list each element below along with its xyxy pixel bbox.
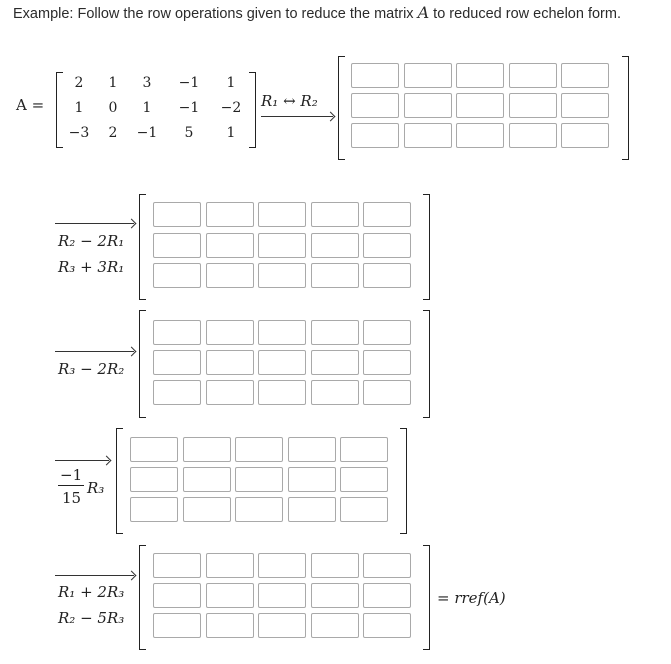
step5-right-bracket	[423, 545, 430, 650]
step1-right-bracket	[622, 56, 629, 160]
step1-entry-input[interactable]	[561, 123, 609, 148]
step4-entry-input[interactable]	[235, 437, 283, 462]
step2-entry-input[interactable]	[206, 263, 254, 288]
step2-entry-input[interactable]	[153, 263, 201, 288]
step4-entry-input[interactable]	[288, 497, 336, 522]
step3-right-bracket	[423, 310, 430, 418]
step4-entry-input[interactable]	[183, 497, 231, 522]
step3-entry-input[interactable]	[363, 380, 411, 405]
step1-entry-input[interactable]	[404, 63, 452, 88]
matrix-a-entry: 1	[226, 75, 236, 91]
step5-entry-input[interactable]	[153, 553, 201, 578]
step4-entry-input[interactable]	[130, 437, 178, 462]
step4-entry-input[interactable]	[340, 497, 388, 522]
step5-entry-input[interactable]	[153, 613, 201, 638]
step2-entry-input[interactable]	[153, 233, 201, 258]
step3-entry-input[interactable]	[153, 350, 201, 375]
step2-entry-input[interactable]	[363, 233, 411, 258]
step4-entry-input[interactable]	[235, 497, 283, 522]
step1-entry-input[interactable]	[509, 63, 557, 88]
matrix-a-entry: −1	[136, 125, 158, 141]
step3-arrow	[55, 351, 134, 352]
matrix-a-entry: 2	[74, 75, 84, 91]
step2-entry-input[interactable]	[153, 202, 201, 227]
step5-entry-input[interactable]	[311, 583, 359, 608]
step3-entry-input[interactable]	[153, 320, 201, 345]
rref-label: = rref(A)	[437, 589, 506, 607]
step3-entry-input[interactable]	[363, 350, 411, 375]
matrix-a-entry: 1	[74, 100, 84, 116]
step2-op-1: R₂ − 2R₁	[58, 232, 125, 250]
step4-frac-numerator: −1	[60, 466, 83, 484]
step5-entry-input[interactable]	[206, 583, 254, 608]
step5-entry-input[interactable]	[153, 583, 201, 608]
step4-op: R₃	[87, 479, 105, 497]
step3-entry-input[interactable]	[258, 380, 306, 405]
step1-entry-input[interactable]	[456, 123, 504, 148]
step3-entry-input[interactable]	[311, 320, 359, 345]
step2-entry-input[interactable]	[311, 233, 359, 258]
step2-entry-input[interactable]	[363, 263, 411, 288]
step2-entry-input[interactable]	[311, 202, 359, 227]
matrix-a-entry: −2	[220, 100, 242, 116]
step4-entry-input[interactable]	[183, 467, 231, 492]
step3-left-bracket	[139, 310, 146, 418]
step1-entry-input[interactable]	[404, 123, 452, 148]
step5-entry-input[interactable]	[311, 553, 359, 578]
matrix-a-entry: 2	[108, 125, 118, 141]
step3-entry-input[interactable]	[363, 320, 411, 345]
step3-entry-input[interactable]	[206, 380, 254, 405]
step5-left-bracket	[139, 545, 146, 650]
step4-entry-input[interactable]	[235, 467, 283, 492]
step4-left-bracket	[116, 428, 123, 534]
step4-entry-input[interactable]	[288, 467, 336, 492]
step3-op: R₃ − 2R₂	[58, 360, 125, 378]
step5-entry-input[interactable]	[258, 583, 306, 608]
step4-right-bracket	[400, 428, 407, 534]
step1-entry-input[interactable]	[456, 63, 504, 88]
matrix-a-entry: 5	[184, 125, 194, 141]
matrix-label: A =	[16, 96, 45, 114]
step1-entry-input[interactable]	[509, 93, 557, 118]
step5-entry-input[interactable]	[311, 613, 359, 638]
step1-arrow	[261, 116, 333, 117]
step5-op-1: R₁ + 2R₃	[58, 583, 125, 601]
matrix-a-right-bracket	[249, 72, 256, 148]
step2-entry-input[interactable]	[258, 263, 306, 288]
step5-entry-input[interactable]	[206, 553, 254, 578]
step1-left-bracket	[338, 56, 345, 160]
matrix-a-entry: −3	[68, 125, 90, 141]
step4-arrow	[55, 460, 109, 461]
matrix-a-entry: 0	[108, 100, 118, 116]
step2-entry-input[interactable]	[206, 202, 254, 227]
step3-entry-input[interactable]	[311, 350, 359, 375]
matrix-a-entry: −1	[178, 100, 200, 116]
step4-entry-input[interactable]	[130, 467, 178, 492]
step4-fraction-line	[58, 485, 84, 486]
step5-op-2: R₂ − 5R₃	[58, 609, 125, 627]
step1-entry-input[interactable]	[561, 93, 609, 118]
step3-entry-input[interactable]	[153, 380, 201, 405]
step5-arrow	[55, 575, 134, 576]
step2-entry-input[interactable]	[311, 263, 359, 288]
step1-entry-input[interactable]	[351, 63, 399, 88]
step2-entry-input[interactable]	[206, 233, 254, 258]
step3-entry-input[interactable]	[206, 350, 254, 375]
step2-entry-input[interactable]	[258, 202, 306, 227]
step2-left-bracket	[139, 194, 146, 300]
step5-entry-input[interactable]	[258, 613, 306, 638]
step2-entry-input[interactable]	[363, 202, 411, 227]
step5-entry-input[interactable]	[363, 613, 411, 638]
step3-entry-input[interactable]	[258, 350, 306, 375]
step3-entry-input[interactable]	[206, 320, 254, 345]
step4-frac-denominator: 15	[62, 489, 82, 507]
step4-entry-input[interactable]	[340, 437, 388, 462]
matrix-a-entry: 1	[108, 75, 118, 91]
step2-right-bracket	[423, 194, 430, 300]
matrix-a-entry: 1	[142, 100, 152, 116]
step4-entry-input[interactable]	[340, 467, 388, 492]
matrix-a-entry: −1	[178, 75, 200, 91]
step4-entry-input[interactable]	[130, 497, 178, 522]
step1-entry-input[interactable]	[351, 93, 399, 118]
matrix-a-entry: 3	[142, 75, 152, 91]
step2-entry-input[interactable]	[258, 233, 306, 258]
step3-entry-input[interactable]	[258, 320, 306, 345]
step5-entry-input[interactable]	[363, 553, 411, 578]
step5-entry-input[interactable]	[363, 583, 411, 608]
step1-entry-input[interactable]	[456, 93, 504, 118]
step1-entry-input[interactable]	[351, 123, 399, 148]
step5-entry-input[interactable]	[206, 613, 254, 638]
step2-op-2: R₃ + 3R₁	[58, 258, 125, 276]
step1-op: R₁ ↔ R₂	[261, 92, 318, 110]
step1-entry-input[interactable]	[404, 93, 452, 118]
step4-entry-input[interactable]	[183, 437, 231, 462]
step1-entry-input[interactable]	[561, 63, 609, 88]
step3-entry-input[interactable]	[311, 380, 359, 405]
step5-entry-input[interactable]	[258, 553, 306, 578]
matrix-a-entry: 1	[226, 125, 236, 141]
step4-entry-input[interactable]	[288, 437, 336, 462]
step1-entry-input[interactable]	[509, 123, 557, 148]
step2-arrow	[55, 223, 134, 224]
instruction-text: Example: Follow the row operations given to reduce the matrix A to reduced row echelon form.	[13, 3, 621, 22]
